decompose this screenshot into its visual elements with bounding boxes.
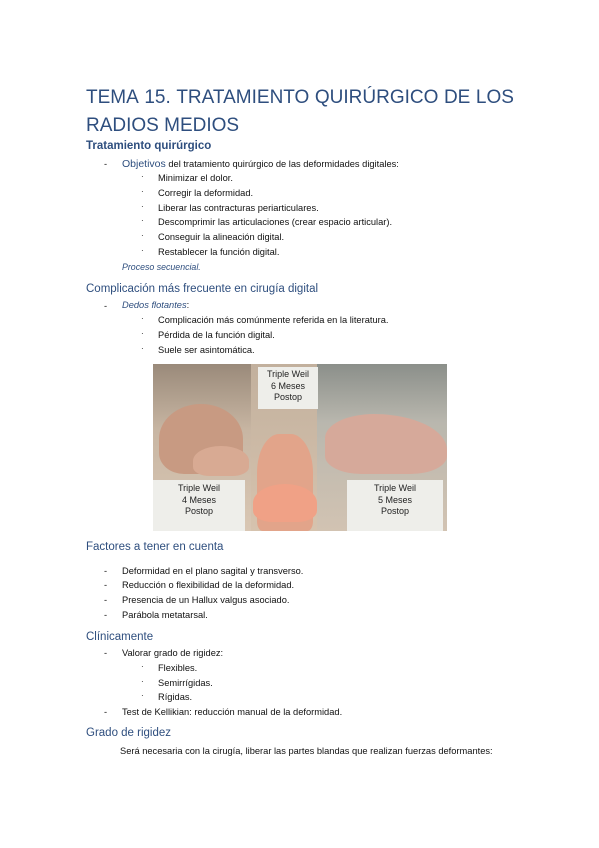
dot-bullet: · [141,691,144,700]
dot-bullet: · [141,662,144,671]
list-item: Semirrígidas. [158,678,213,688]
dash-bullet: - [104,580,108,590]
dot-bullet: · [141,329,144,338]
list-item: Suele ser asintomática. [158,345,255,355]
dedos-flotantes-line [122,300,189,310]
dot-bullet: · [141,231,144,240]
dot-bullet: · [141,202,144,211]
label-line: 6 Meses [270,380,305,391]
rigidez-paragraph: Será necesaria con la cirugía, liberar las partes blandas que realizan fuerzas deformantes: [120,746,493,756]
label-line: Postop [273,392,303,402]
list-item: Liberar las contracturas periarticulares. [158,203,319,213]
heading-tratamiento: Tratamiento quirúrgico [86,140,212,152]
dash-bullet: - [104,707,108,717]
label-line: 5 Meses [377,494,412,505]
list-item: Restablecer la función digital. [158,247,280,257]
dedos-flotantes-label: Dedos flotantes [122,300,187,310]
list-item: Conseguir la alineación digital. [158,232,285,242]
title-word: TRATAMIENTO [176,87,310,108]
dot-bullet: · [141,314,144,323]
title-word: 15. [144,87,171,108]
dash-bullet: - [104,610,108,620]
process-note: Proceso secuencial. [122,262,201,272]
list-item: Pérdida de la función digital. [158,330,275,340]
label-4-meses [153,480,245,531]
dot-bullet: · [141,677,144,686]
title-line-1 [86,84,514,112]
list-item: Test de Kellikian: reducción manual de la deformidad. [122,707,343,717]
list-item: Reducción o flexibilidad de la deformidad. [122,580,295,590]
title-word: QUIRÚRGICO [314,87,439,108]
objetivos-line [122,158,399,170]
heading-clinicamente: Clínicamente [86,631,154,643]
title-word: TEMA [86,87,139,108]
foot-shape [325,414,447,474]
dash-bullet: - [104,159,108,169]
objetivos-text: del tratamiento quirúrgico de las deformidades digitales: [165,159,399,169]
dedos-flotantes-colon: : [186,300,190,310]
label-6-meses [258,367,318,409]
list-item: Valorar grado de rigidez: [122,648,224,658]
heading-factores: Factores a tener en cuenta [86,541,224,553]
toe-shape [193,446,249,476]
list-item: Flexibles. [158,663,198,673]
list-item: Parábola metatarsal. [122,610,208,620]
heading-complicacion: Complicación más frecuente en cirugía digital [86,283,319,295]
toe-shape [253,484,317,522]
document-title [86,84,514,140]
list-item: Complicación más comúnmente referida en la literatura. [158,315,389,325]
dash-bullet: - [104,595,108,605]
list-item: Presencia de un Hallux valgus asociado. [122,595,290,605]
dot-bullet: · [141,172,144,181]
dash-bullet: - [104,566,108,576]
list-item: Corregir la deformidad. [158,188,254,198]
title-line-2: RADIOS MEDIOS [86,115,240,136]
title-word: DE [443,87,471,108]
list-item: Rígidas. [158,692,193,702]
label-line: Triple Weil [373,483,416,493]
dot-bullet: · [141,344,144,353]
label-line: Triple Weil [177,483,220,493]
label-line: Postop [184,506,214,516]
dash-bullet: - [104,301,108,311]
label-line: Triple Weil [266,369,309,379]
postop-photo-figure [153,364,447,531]
dash-bullet: - [104,648,108,658]
list-item: Descomprimir las articulaciones (crear espacio articular). [158,217,393,227]
dot-bullet: · [141,216,144,225]
dot-bullet: · [141,246,144,255]
label-line: Postop [380,506,410,516]
list-item: Minimizar el dolor. [158,173,233,183]
heading-grado-rigidez: Grado de rigidez [86,727,172,739]
objetivos-label: Objetivos [122,158,166,170]
list-item: Deformidad en el plano sagital y transverso. [122,566,304,576]
label-5-meses [347,480,443,531]
dot-bullet: · [141,187,144,196]
title-word: LOS [475,87,514,108]
label-line: 4 Meses [181,494,216,505]
